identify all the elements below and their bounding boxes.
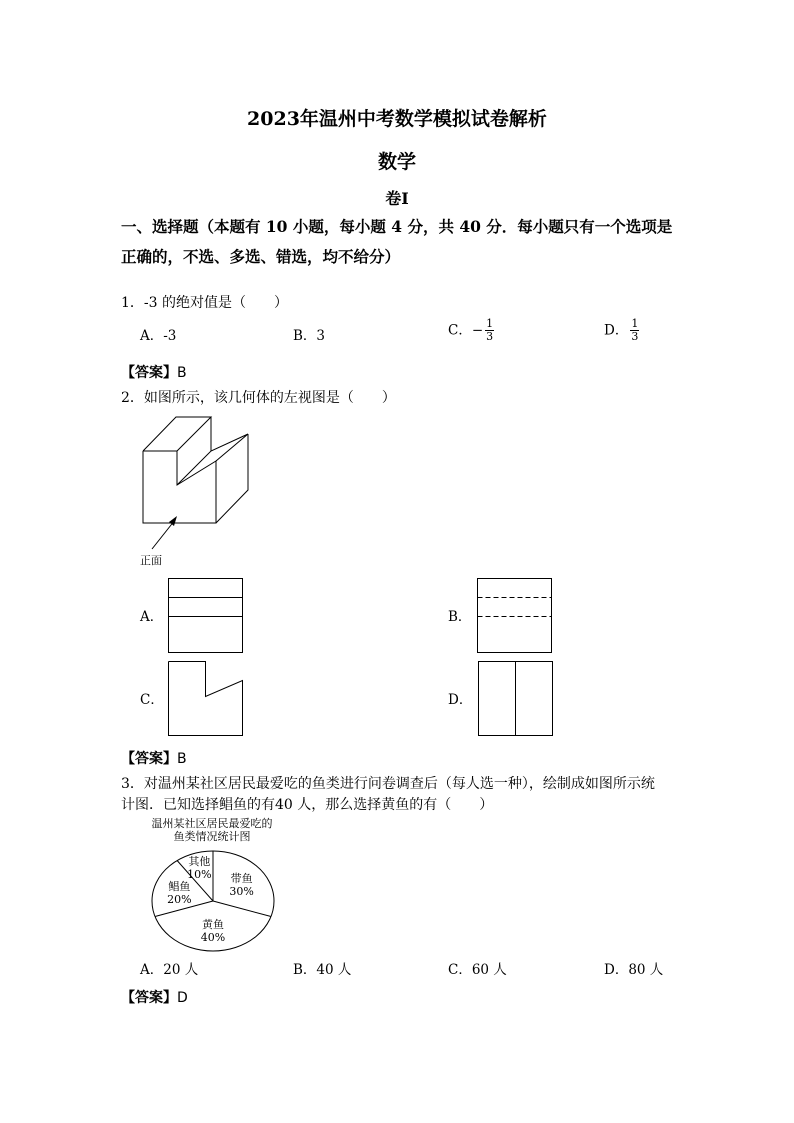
pie-slice-percent: 10% — [187, 867, 212, 881]
q1-option-c-numerator: 1 — [486, 317, 494, 330]
q2-option-c-label: C． — [140, 692, 164, 708]
q1-option-d — [604, 318, 639, 343]
q2-answer-label: 【答案】 — [121, 751, 177, 767]
q2-option-b-label: B． — [448, 609, 472, 625]
front-face-label: 正面 — [140, 554, 162, 567]
q3-option-c: C．60 人 — [448, 962, 507, 978]
q3-option-a: A．20 人 — [140, 962, 199, 978]
q1-option-d-denominator: 3 — [631, 330, 639, 343]
q2-option-c-figure — [168, 661, 244, 737]
q2-option-d-figure — [478, 661, 554, 737]
pie-slice-label: 其他 — [188, 854, 211, 868]
volume-title: 卷Ⅰ — [385, 189, 409, 208]
pie-slice-label: 黄鱼 — [202, 918, 224, 931]
q1-option-c-denominator: 3 — [486, 330, 494, 343]
q1-option-c-prefix: C．− — [448, 322, 484, 339]
q2-option-a-label: A． — [140, 609, 164, 625]
pie-slice-percent: 40% — [200, 931, 226, 944]
q1-option-c — [448, 318, 494, 343]
subject-title: 数学 — [377, 151, 416, 173]
section-heading: 一、选择题（本题有 10 小题，每小题 4 分，共 40 分．每小题只有一个选项是正确的，不选、多选、错选，均不给分） — [121, 217, 673, 266]
q1-stem: 1．-3 的绝对值是（ ） — [121, 295, 288, 311]
q3-stem-line2: 计图．已知选择鲳鱼的有40 人，那么选择黄鱼的有（ ） — [121, 797, 494, 813]
q1-option-b: B．3 — [293, 328, 326, 344]
pie-slice-percent: 30% — [229, 885, 254, 898]
q1-answer-label: 【答案】 — [121, 365, 177, 381]
q2-option-a-figure — [168, 578, 244, 654]
q3-option-d: D．80 人 — [604, 962, 664, 978]
q1-answer-value: B — [177, 365, 187, 381]
q2-solid-figure — [130, 410, 260, 570]
q1-answer — [121, 362, 187, 382]
q1-option-a: A．-3 — [140, 328, 177, 344]
q2-stem: 2．如图所示，该几何体的左视图是（ ） — [121, 390, 396, 406]
pie-slice-label: 鲳鱼 — [168, 880, 191, 893]
q2-answer-value: B — [177, 751, 187, 767]
pie-slice-percent: 20% — [167, 893, 192, 906]
q3-option-b: B．40 人 — [293, 962, 352, 978]
pie-slice-label: 带鱼 — [230, 872, 253, 885]
q3-answer-value: D — [177, 990, 188, 1006]
q1-option-c-fraction — [485, 318, 494, 343]
q1-option-d-fraction — [630, 318, 639, 343]
q3-stem-line1: 3．对温州某社区居民最爱吃的鱼类进行问卷调查后（每人选一种），绘制成如图所示统 — [121, 776, 655, 792]
q1-option-d-prefix: D． — [604, 322, 629, 339]
q2-option-d-label: D． — [448, 692, 473, 708]
q3-answer-label: 【答案】 — [121, 990, 177, 1006]
chart-title-line1: 温州某社区居民最爱吃的 — [151, 817, 273, 830]
chart-title-line2: 鱼类情况统计图 — [173, 830, 251, 843]
q2-option-b-figure — [477, 578, 553, 654]
q1-option-d-numerator: 1 — [631, 317, 639, 330]
fish-pie-chart — [140, 815, 300, 957]
q2-answer — [121, 748, 187, 768]
q3-answer — [121, 987, 188, 1007]
paper-title: 2023年温州中考数学模拟试卷解析 — [247, 108, 547, 130]
